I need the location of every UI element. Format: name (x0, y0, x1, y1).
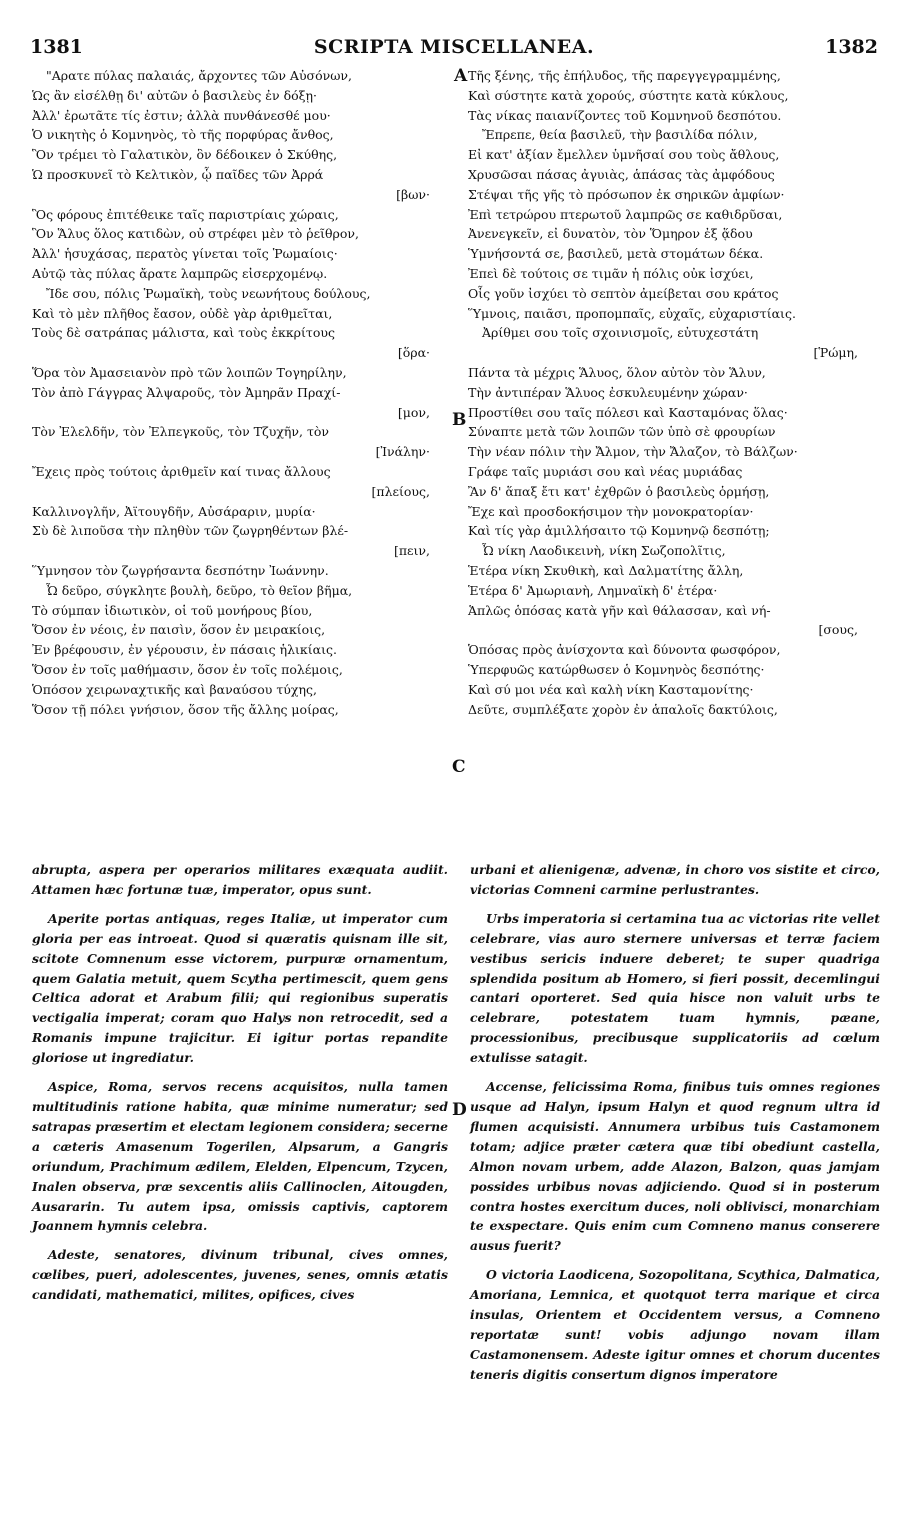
verse-line: Ἴδε σου, πόλις Ῥωμαϊκὴ, τοὺς νεωνήτους δούλους, (46, 285, 371, 301)
verse-line: Δεῦτε, συμπλέξατε χορὸν ἐν ἁπαλοῖς δακτύλοις, (468, 701, 778, 717)
verse-line: Ἑτέρα νίκη Σκυθικὴ, καὶ Δαλματίτης ἄλλη, (468, 562, 744, 578)
verse-line: Τὴν νέαν πόλιν τὴν Ἄλμον, τὴν Ἄλαζον, τὸ Βάλζων· (468, 444, 798, 460)
verse-line: Ἔπρεπε, θεία βασιλεῦ, τὴν βασιλίδα πόλιν, (482, 127, 758, 143)
verse-line: Ὦ νίκη Λαοδικεινὴ, νίκη Σωζοπολῖτις, (482, 543, 726, 559)
verse-line: Ὃν τρέμει τὸ Γαλατικὸν, ὃν δέδοικεν ὁ Σκύθης, (32, 147, 338, 163)
verse-line: Ὅρα τὸν Ἀμασειανὸν πρὸ τῶν λοιπῶν Τογηρίλην, (32, 364, 347, 380)
verse-line: Ὁπόσον χειρωναχτικῆς καὶ βαναύσου τύχης, (32, 681, 317, 697)
verse-line: Ὅσον ἐν τοῖς μαθήμασιν, ὅσον ἐν τοῖς πολέμοις, (32, 661, 343, 677)
verse-line: Καὶ τίς γὰρ ἁμιλλήσαιτο τῷ Κομνηνῷ δεσπότῃ; (468, 523, 770, 539)
latin-paragraph: O victoria Laodicena, Sozopolitana, Scythica, Dalmatica, Amoriana, Lemnica, et quotquot terra marique et circa insulas, Orientem et Occidentem versus, a Comneno reportatæ sunt! vobis adjungo novam illam Castamonensem. Adeste igitur omnes et chorum ducentes teneris digitis consertum dignos imperatore (470, 1267, 880, 1382)
verse-line: Ὡς ἂν εἰσέλθῃ δι' αὐτῶν ὁ βασιλεὺς ἐν δόξῃ· (32, 87, 317, 103)
verse-line: Ὃς φόρους ἐπιτέθεικε ταῖς παριστρίαις χώραις, (32, 206, 339, 222)
verse-line: Ὅσον τῇ πόλει γνήσιον, ὅσον τῆς ἄλλης μοίρας, (32, 701, 339, 717)
verse-line: Ἐν βρέφουσιν, ἐν γέρουσιν, ἐν πάσαις ἡλικίαις. (32, 642, 337, 658)
verse-line: Ὑπερφυῶς κατώρθωσεν ὁ Κομνηνὸς δεσπότης· (468, 661, 765, 677)
verse-line: Ἑτέρα δ' Ἀμωριανὴ, Λημναϊκὴ δ' ἑτέρα· (468, 582, 718, 598)
page-number-right: 1382 (825, 36, 878, 58)
verse-line: Ἀλλ' ἐρωτᾶτε τίς ἐστιν; ἀλλὰ πυνθάνεσθέ μου· (32, 107, 331, 123)
verse-continuation: [μον, (397, 404, 430, 420)
verse-line: Ἐπὶ τετρώρου πτερωτοῦ λαμπρῶς σε καθιδρῦσαι, (468, 206, 783, 222)
verse-line: Ὕμνοις, παιᾶσι, προπομπαῖς, εὐχαῖς, εὐχαριστίαις. (468, 305, 796, 321)
verse-line: Καλλινογλῆν, Ἀϊτουγδῆν, Αὐσάραριν, μυρία· (32, 503, 316, 519)
verse-line: Αὐτῷ τὰς πύλας ἄρατε λαμπρῶς εἰσερχομένῳ. (32, 265, 328, 281)
verse-line: Ἁπλῶς ὁπόσας κατὰ γῆν καὶ θάλασσαν, καὶ νή- (468, 602, 771, 618)
verse-line: Ἀλλ' ἡσυχάσας, περατὸς γίνεται τοῖς Ῥωμαίοις· (32, 246, 338, 262)
verse-line: Τὸν Ἐλελδῆν, τὸν Ἐλπεγκοῦς, τὸν Τζυχῆν, τὸν (32, 424, 329, 440)
latin-paragraph: Adeste, senatores, divinum tribunal, cives omnes, cœlibes, pueri, adolescentes, juvenes, senes, omnis ætatis candidati, mathematici, milites, opifices, cives (32, 1247, 448, 1303)
verse-line: Ὁπόσας πρὸς ἀνίσχοντα καὶ δύνοντα φωσφόρον, (468, 642, 781, 658)
verse-line: Καὶ σύστητε κατὰ χορούς, σύστητε κατὰ κύκλους, (468, 87, 789, 103)
verse-line: Σὺ δὲ λιποῦσα τὴν πληθὺν τῶν ζωγρηθέντων βλέ- (32, 523, 349, 539)
verse-line: Ὕμνησον τὸν ζωγρήσαντα δεσπότην Ἰωάννην. (32, 562, 329, 578)
verse-line: Ἐπεὶ δὲ τούτοις σε τιμᾶν ἡ πόλις οὐκ ἰσχύει, (468, 265, 754, 281)
verse-line: Σύναπτε μετὰ τῶν λοιπῶν τῶν ὑπὸ σὲ φρουρίων (468, 424, 776, 440)
verse-continuation: [σους, (818, 622, 858, 638)
greek-verse-column-right (468, 66, 880, 719)
verse-line: Ὁ νικητὴς ὁ Κομνηνὸς, τὸ τῆς πορφύρας ἄνθος, (32, 127, 334, 143)
verse-continuation: [Ῥώμη, (813, 345, 858, 361)
verse-line: Ἔχεις πρὸς τούτοις ἀριθμεῖν καί τινας ἄλλους (32, 463, 331, 479)
verse-continuation: [πειν, (393, 543, 430, 559)
verse-line: Ἀνενεγκεῖν, εἰ δυνατὸν, τὸν Ὅμηρον ἐξ ᾅδου (468, 226, 753, 242)
verse-continuation: [Ἰνάλην· (375, 444, 430, 460)
verse-line: Τοὺς δὲ σατράπας μάλιστα, καὶ τοὺς ἐκκρίτους (32, 325, 335, 341)
verse-continuation: [βων· (396, 186, 430, 202)
verse-line: Τῆς ξένης, τῆς ἐπήλυδος, τῆς παρεγγεγραμμένης, (468, 68, 781, 83)
latin-paragraph: Accense, felicissima Roma, finibus tuis omnes regiones usque ad Halyn, ipsum Halyn et quod regnum ultra id flumen acquisisti. Annumera urbibus tuis Castamonem totam; adjice præter cætera quæ tibi obediunt castella, Almon novam urbem, adde Alazon, Balzon, quas jamjam possides urbibus novas adjiciendo. Quod si in posterum contra hostes exercitum duces, noli oblivisci, monarchiam te exspectare. Quis enim cum Comneno manus conserere ausus fuerit? (470, 1079, 880, 1254)
latin-paragraph: Aspice, Roma, servos recens acquisitos, nulla tamen multitudinis ratione habita, quæ minime numeratur; sed satrapas præsertim et electam legionem considera; secerne a cæteris Amasenum Togerilen, Alpsarum, a Gangris oriundum, Prachimum ædilem, Elelden, Elpencum, Tzycen, Inalen observa, præ sexcentis aliis Callinoclen, Aitougden, Ausararin. Tu autem ipsa, omissis captivis, captorem Joannem hymnis celebra. (32, 1079, 448, 1234)
latin-translation-column-left (32, 860, 448, 1314)
margin-letter-d: D (452, 1100, 467, 1120)
verse-line: Εἰ κατ' ἀξίαν ἔμελλεν ὑμνῆσαί σου τοὺς ἄθλους, (468, 147, 780, 163)
margin-letter-c: C (452, 757, 466, 777)
latin-paragraph: Aperite portas antiquas, reges Italiæ, ut imperator cum gloria per eas introeat. Quod si quæratis quisnam ille sit, scitote Comnenum esse victorem, purpuræ ornamentum, quem Galatia metuit, quem Scytha pertimescit, quem gens Celtica adorat et Arabum filii; qui regionibus superatis vectigalia imperat; coram quo Halys non retrocedit, sed a Romanis impune trajicitur. Ei igitur portas repandite gloriose ut ingrediatur. (32, 910, 448, 1066)
verse-line: Τὸν ἀπὸ Γάγγρας Ἀλψαροῦς, τὸν Ἀμηρᾶν Πραχί- (32, 384, 341, 400)
verse-continuation: [πλείους, (371, 483, 430, 499)
verse-line: Ὃν Ἅλυς ὅλος κατιδὼν, οὐ στρέφει μὲν τὸ ῥεῖθρον, (32, 226, 359, 242)
verse-line: Τὰς νίκας παιανίζοντες τοῦ Κομνηνοῦ δεσπότου. (468, 107, 782, 123)
running-header (30, 36, 878, 62)
verse-line: Ὡ προσκυνεῖ τὸ Κελτικὸν, ᾧ παῖδες τῶν Ἀρρά (32, 166, 324, 182)
latin-translation-column-right (470, 860, 880, 1394)
verse-line: Πάντα τὰ μέχρις Ἅλυος, ὅλον αὐτὸν τὸν Ἅλυν, (468, 364, 766, 380)
page-number-left: 1381 (30, 36, 83, 58)
verse-continuation: [ὅρα· (397, 345, 430, 361)
running-title: SCRIPTA MISCELLANEA. (313, 36, 595, 58)
verse-line: Τὴν ἀντιπέραν Ἅλυος ἐσκυλευμένην χώραν· (468, 384, 748, 400)
latin-paragraph: abrupta, aspera per operarios militares exæquata audiit. Attamen hæc fortunæ tuæ, imperator, opus sunt. (32, 862, 448, 897)
verse-line: Προστίθει σου ταῖς πόλεσι καὶ Κασταμόνας ὅλας· (468, 404, 788, 420)
verse-line: Ὦ δεῦρο, σύγκλητε βουλὴ, δεῦρο, τὸ θεῖον βῆμα, (46, 582, 353, 598)
verse-line: Οἷς γοῦν ἰσχύει τὸ σεπτὸν ἀμείβεται σου κράτος (468, 285, 779, 301)
verse-line: Τὸ σύμπαν ἰδιωτικὸν, οἱ τοῦ μονήρους βίου, (32, 602, 313, 618)
verse-line: Ὑμνήσοντά σε, βασιλεῦ, μετὰ στομάτων δέκα. (468, 246, 764, 262)
verse-line: Ἔχε καὶ προσδοκήσιμον τὴν μονοκρατορίαν· (468, 503, 754, 519)
verse-line: Ἂν δ' ἅπαξ ἔτι κατ' ἐχθρῶν ὁ βασιλεὺς ὁρμήσῃ, (468, 483, 770, 499)
verse-line: Χρυσῶσαι πάσας ἀγυιὰς, ἁπάσας τὰς ἀμφόδους (468, 166, 775, 182)
verse-line: Καὶ σύ μοι νέα καὶ καλὴ νίκη Κασταμονίτης· (468, 681, 754, 697)
latin-paragraph: Urbs imperatoria si certamina tua ac victorias rite vellet celebrare, vias auro sternere universas et terræ faciem vestibus sericis induere deberet; te super quadriga splendida positum ab Homero, si fieri possit, decemlingui cantari oporteret. Sed quia hisce non valuit urbs te celebrare, potestatem tuam hymnis, pæane, processionibus, precibusque supplicatoriis ad cœlum extulisse satagit. (470, 910, 880, 1066)
verse-line: Στέψαι τῆς γῆς τὸ πρόσωπον ἐκ σηρικῶν ἀμφίων· (468, 186, 785, 202)
verse-line: Ὅσον ἐν νέοις, ἐν παισὶν, ὅσον ἐν μειρακίοις, (32, 622, 326, 638)
verse-line: Καὶ τὸ μὲν πλῆθος ἔασον, οὐδὲ γὰρ ἀριθμεῖται, (32, 305, 333, 321)
verse-line: "Αρατε πύλας παλαιάς, ἄρχοντες τῶν Αὐσόνων, (46, 68, 352, 83)
latin-paragraph: urbani et alienigenæ, advenæ, in choro vos sistite et circo, victorias Comneni carmine perlustrantes. (470, 862, 880, 897)
margin-letter-a: A (454, 66, 468, 86)
verse-line: Ἀρίθμει σου τοῖς σχοινισμοῖς, εὐτυχεστάτη (482, 325, 759, 341)
margin-letter-b: B (452, 410, 467, 430)
greek-verse-column-left (32, 66, 452, 719)
verse-line: Γράφε ταῖς μυριάσι σου καὶ νέας μυριάδας (468, 463, 743, 479)
